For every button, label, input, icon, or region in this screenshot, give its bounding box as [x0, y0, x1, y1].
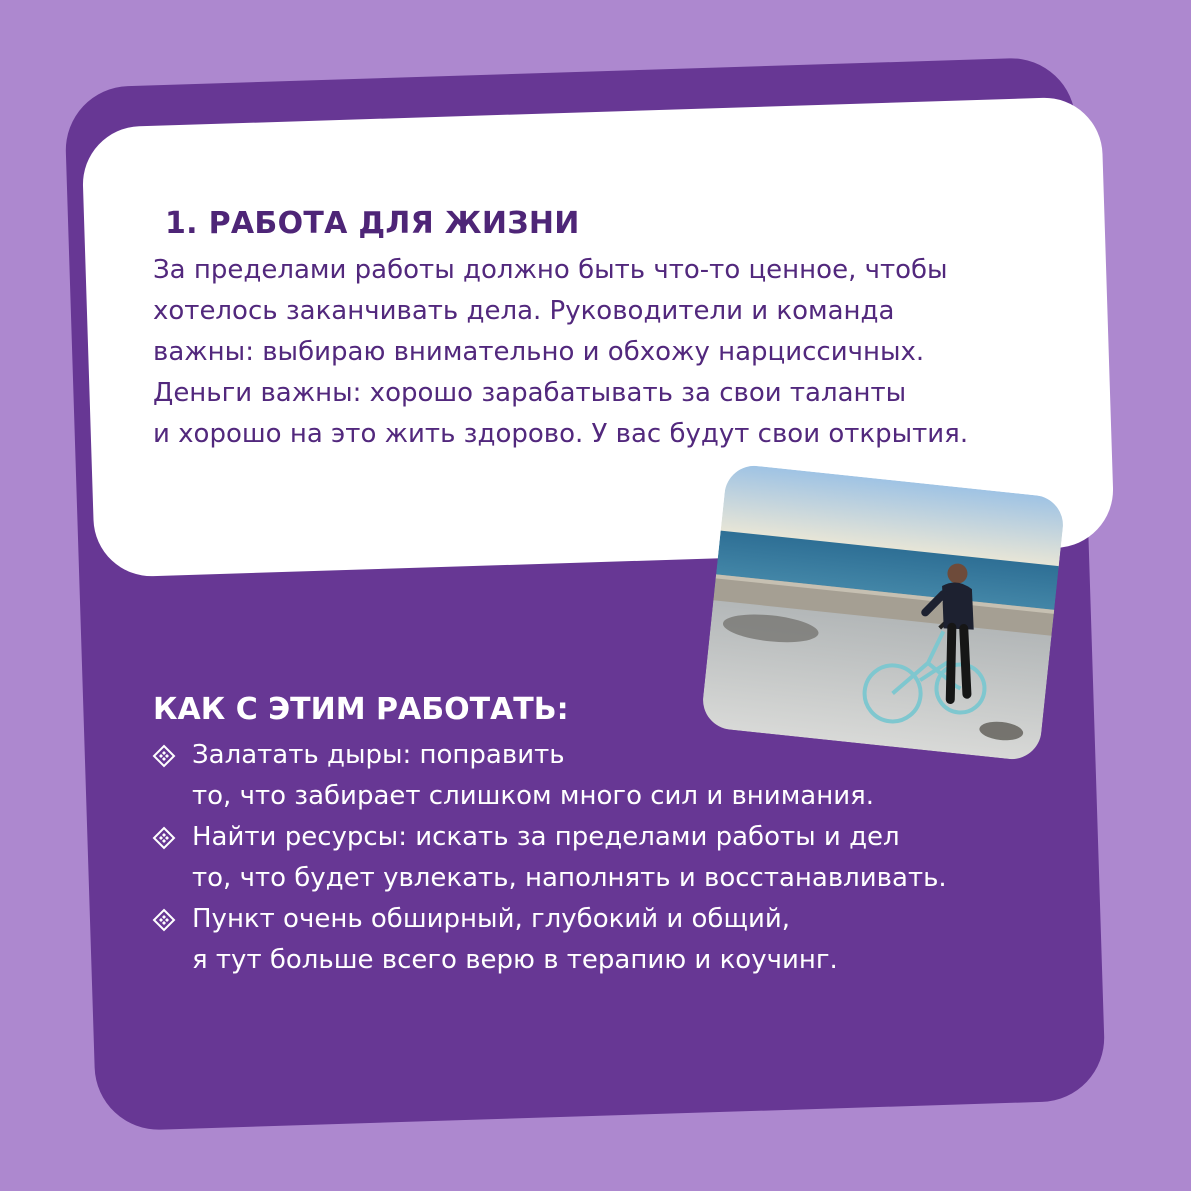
intro-line: и хорошо на это жить здорово. У вас будут свои открытия.: [153, 419, 969, 449]
diamond-dots-icon: [152, 826, 176, 850]
list-item: [150, 899, 1030, 981]
section-heading: 1. РАБОТА ДЛЯ ЖИЗНИ: [165, 206, 580, 241]
list-item-line: Пункт очень обширный, глубокий и общий,: [192, 904, 791, 934]
diamond-dots-icon: [152, 744, 176, 768]
list-item-line: то, что будет увлекать, наполнять и восстанавливать.: [192, 863, 947, 893]
diamond-dots-icon: [152, 908, 176, 932]
list-item: [150, 817, 1030, 899]
tips-list: [150, 735, 1030, 981]
list-item-line: я тут больше всего верю в терапию и коучинг.: [192, 945, 838, 975]
intro-line: важны: выбираю внимательно и обхожу нарциссичных.: [153, 337, 925, 367]
intro-line: За пределами работы должно быть что-то ценное, чтобы: [153, 255, 948, 285]
intro-line: Деньги важны: хорошо зарабатывать за свои таланты: [153, 378, 907, 408]
list-item-line: Залатать дыры: поправить: [192, 740, 565, 770]
list-item-line: то, что забирает слишком много сил и внимания.: [192, 781, 875, 811]
how-to-title: КАК С ЭТИМ РАБОТАТЬ:: [153, 692, 569, 727]
list-item: [150, 735, 1030, 817]
intro-paragraph: [153, 250, 1033, 455]
bicycle-photo: [700, 463, 1066, 762]
intro-line: хотелось заканчивать дела. Руководители и команда: [153, 296, 895, 326]
list-item-line: Найти ресурсы: искать за пределами работы и дел: [192, 822, 900, 852]
